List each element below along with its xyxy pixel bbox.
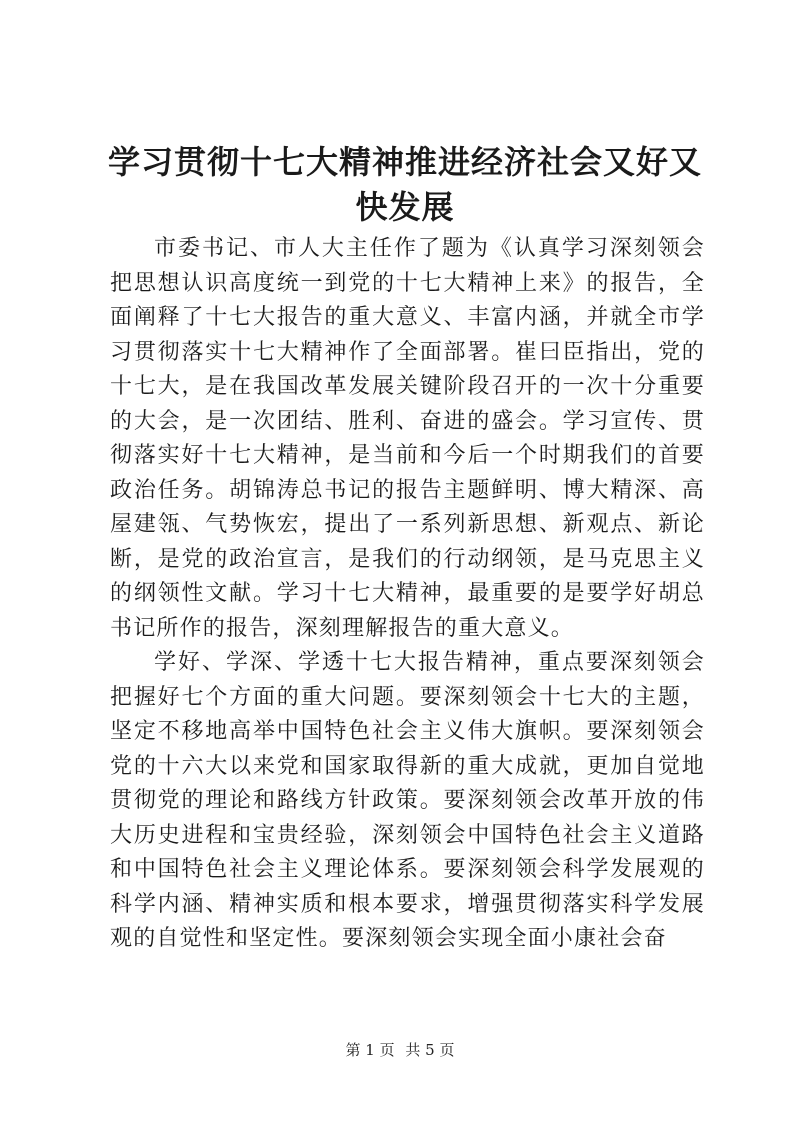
document-body: [110, 232, 705, 957]
total-pages-indicator: 共 5 页: [405, 1041, 455, 1059]
paragraph-1: 市委书记、市人大主任作了题为《认真学习深刻领会把思想认识高度统一到党的十七大精神上来》的报告，全面阐释了十七大报告的重大意义、丰富内涵，并就全市学习贯彻落实十七大精神作了全面部署。崔曰臣指出，党的十七大，是在我国改革发展关键阶段召开的一次十分重要的大会，是一次团结、胜利、奋进的盛会。学习宣传、贯彻落实好十七大精神，是当前和今后一个时期我们的首要政治任务。胡锦涛总书记的报告主题鲜明、博大精深、高屋建瓴、气势恢宏，提出了一系列新思想、新观点、新论断，是党的政治宣言，是我们的行动纲领，是马克思主义的纲领性文献。学习十七大精神，最重要的是要学好胡总书记所作的报告，深刻理解报告的重大意义。: [110, 236, 705, 641]
page-footer: [0, 1040, 800, 1060]
document-title: 学习贯彻十七大精神推进经济社会又好又快发展: [107, 143, 702, 226]
current-page-indicator: 第 1 页: [345, 1041, 395, 1059]
paragraph-2: 学好、学深、学透十七大报告精神，重点要深刻领会把握好七个方面的重大问题。要深刻领会十七大的主题，坚定不移地高举中国特色社会主义伟大旗帜。要深刻领会党的十六大以来党和国家取得新的重大成就，更加自觉地贯彻党的理论和路线方针政策。要深刻领会改革开放的伟大历史进程和宝贵经验，深刻领会中国特色社会主义道路和中国特色社会主义理论体系。要深刻领会科学发展观的科学内涵、精神实质和根本要求，增强贯彻落实科学发展观的自觉性和坚定性。要深刻领会实现全面小康社会奋: [110, 650, 705, 951]
